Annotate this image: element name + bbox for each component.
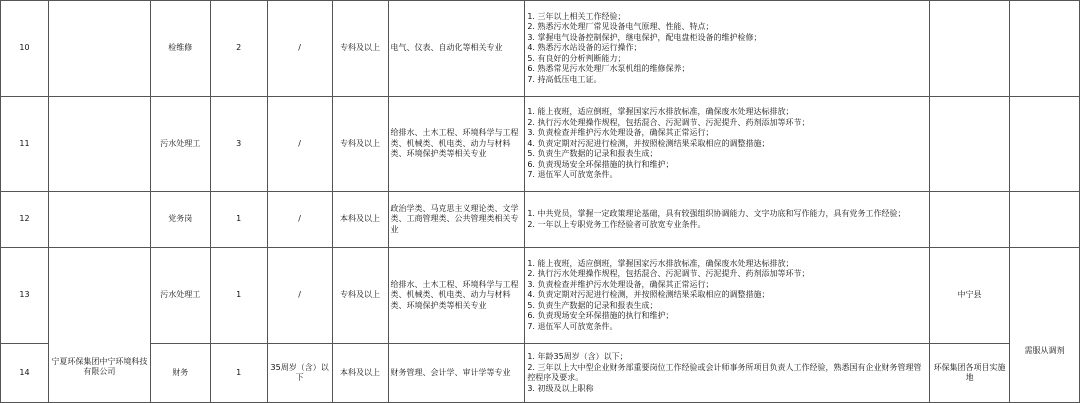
education-requirement: 专科及以上 (332, 97, 388, 192)
workplace-cell (930, 1, 1010, 97)
duty-item: 4. 负责定期对污泥进行检测，并按照检测结果采取相应的调整措施； (527, 290, 770, 300)
age-requirement: / (267, 248, 332, 344)
company-cell (48, 97, 150, 192)
remark-text: 需服从调剂 (1024, 345, 1065, 355)
duty-item: 2. 一年以上专职党务工作经验者可放宽专业条件。 (527, 219, 706, 229)
duty-item: 2. 执行污水处理操作规程，包括混合、污泥调节、污泥提升、药剂添加等环节； (527, 269, 810, 279)
remark-cell (1010, 97, 1080, 192)
age-requirement: / (267, 192, 332, 248)
position-name: 检维修 (150, 1, 210, 97)
duty-list (525, 248, 930, 344)
duty-item: 3. 负责检查并维护污水处理设备，确保其正常运行； (527, 128, 714, 138)
duty-item: 3. 负责检查并维护污水处理设备，确保其正常运行； (527, 279, 714, 289)
duty-item: 5. 有良好的分析判断能力； (527, 53, 626, 63)
duty-item: 4. 熟悉污水站设备的运行操作； (527, 43, 642, 53)
hire-count: 3 (210, 97, 267, 192)
duty-item: 7. 退伍军人可放宽条件。 (527, 170, 618, 180)
major-requirement: 给排水、土木工程、环境科学与工程类、机械类、机电类、动力与材料类、环境保护类等相关专业 (388, 248, 525, 344)
position-name: 党务岗 (150, 192, 210, 248)
duty-item: 7. 退伍军人可放宽条件。 (527, 321, 618, 331)
row-number: 13 (1, 248, 49, 344)
age-requirement: / (267, 97, 332, 192)
duty-item: 7. 持高低压电工证。 (527, 74, 602, 84)
hire-count: 2 (210, 1, 267, 97)
position-name: 污水处理工 (150, 248, 210, 344)
duty-item: 1. 中共党员，掌握一定政策理论基础，具有较强组织协调能力、文字功底和写作能力，具有党务工作经验； (527, 209, 906, 218)
duty-item: 5. 负责生产数据的记录和报表生成； (527, 149, 658, 159)
position-name: 财务 (150, 344, 210, 403)
duty-item: 3. 掌握电气设备控制保护，继电保护，配电盘柜设备的维护检修； (527, 32, 762, 42)
workplace-cell (930, 97, 1010, 192)
company-name: 宁夏环保集团中宁环境科技有限公司 (51, 356, 148, 376)
education-requirement: 专科及以上 (332, 248, 388, 344)
duty-item: 6. 负责现场安全环保措施的执行和维护； (527, 159, 674, 169)
row-number: 10 (1, 1, 49, 97)
table-row (1, 97, 1080, 192)
major-requirement: 给排水、土木工程、环境科学与工程类、机械类、机电类、动力与材料类、环境保护类等相关专业 (388, 97, 525, 192)
age-requirement: 35周岁（含）以下 (267, 344, 332, 403)
remark-cell (1010, 248, 1080, 403)
major-requirement: 电气、仪表、自动化等相关专业 (388, 1, 525, 97)
duty-list (525, 192, 930, 248)
education-requirement: 本科及以上 (332, 344, 388, 403)
education-requirement: 本科及以上 (332, 192, 388, 248)
table-row (1, 1, 1080, 97)
duty-item: 1. 三年以上相关工作经验； (527, 11, 626, 21)
row-number: 14 (1, 344, 49, 403)
remark-cell (1010, 192, 1080, 248)
duty-item: 1. 能上夜班，适应倒班，掌握国家污水排放标准，确保废水处理达标排放； (527, 258, 794, 268)
hire-count: 1 (210, 248, 267, 344)
duty-list (525, 344, 930, 403)
age-requirement: / (267, 1, 332, 97)
row-number: 11 (1, 97, 49, 192)
duty-item: 6. 熟悉常见污水处理厂水泵机组的维修保养； (527, 64, 690, 74)
education-requirement: 专科及以上 (332, 1, 388, 97)
table-row (1, 344, 1080, 403)
duty-item: 2. 执行污水处理操作规程，包括混合、污泥调节、污泥提升、药剂添加等环节； (527, 117, 810, 127)
hire-count: 1 (210, 344, 267, 403)
major-requirement: 政治学类、马克思主义理论类、文学类、工商管理类、公共管理类相关专业 (388, 192, 525, 248)
hire-count: 1 (210, 192, 267, 248)
company-cell (48, 192, 150, 248)
duty-item: 2. 三年以上大中型企业财务部重要岗位工作经验或会计师事务所项目负责人工作经验，熟悉国有企业财务管理管控程序及要求。 (527, 362, 922, 382)
table-row (1, 192, 1080, 248)
workplace-cell: 环保集团各项目实施地 (930, 344, 1010, 403)
row-number: 12 (1, 192, 49, 248)
duty-item: 5. 负责生产数据的记录和报表生成； (527, 300, 658, 310)
major-requirement: 财务管理、会计学、审计学等专业 (388, 344, 525, 403)
duty-list (525, 97, 930, 192)
table-row (1, 248, 1080, 344)
duty-list (525, 1, 930, 97)
position-name: 污水处理工 (150, 97, 210, 192)
workplace-cell: 中宁县 (930, 248, 1010, 344)
remark-cell (1010, 1, 1080, 97)
company-cell (48, 1, 150, 97)
workplace-cell (930, 192, 1010, 248)
duty-item: 3. 初级及以上职称 (527, 383, 594, 393)
company-cell (48, 248, 150, 403)
duty-item: 6. 负责现场安全环保措施的执行和维护； (527, 311, 674, 321)
duty-item: 4. 负责定期对污泥进行检测，并按照检测结果采取相应的调整措施； (527, 138, 770, 148)
duty-item: 2. 熟悉污水处理厂常见设备电气原理、性能、特点； (527, 22, 714, 32)
duty-item: 1. 年龄35周岁（含）以下； (527, 352, 628, 361)
duty-item: 1. 能上夜班，适应倒班，掌握国家污水排放标准，确保废水处理达标排放； (527, 107, 794, 117)
